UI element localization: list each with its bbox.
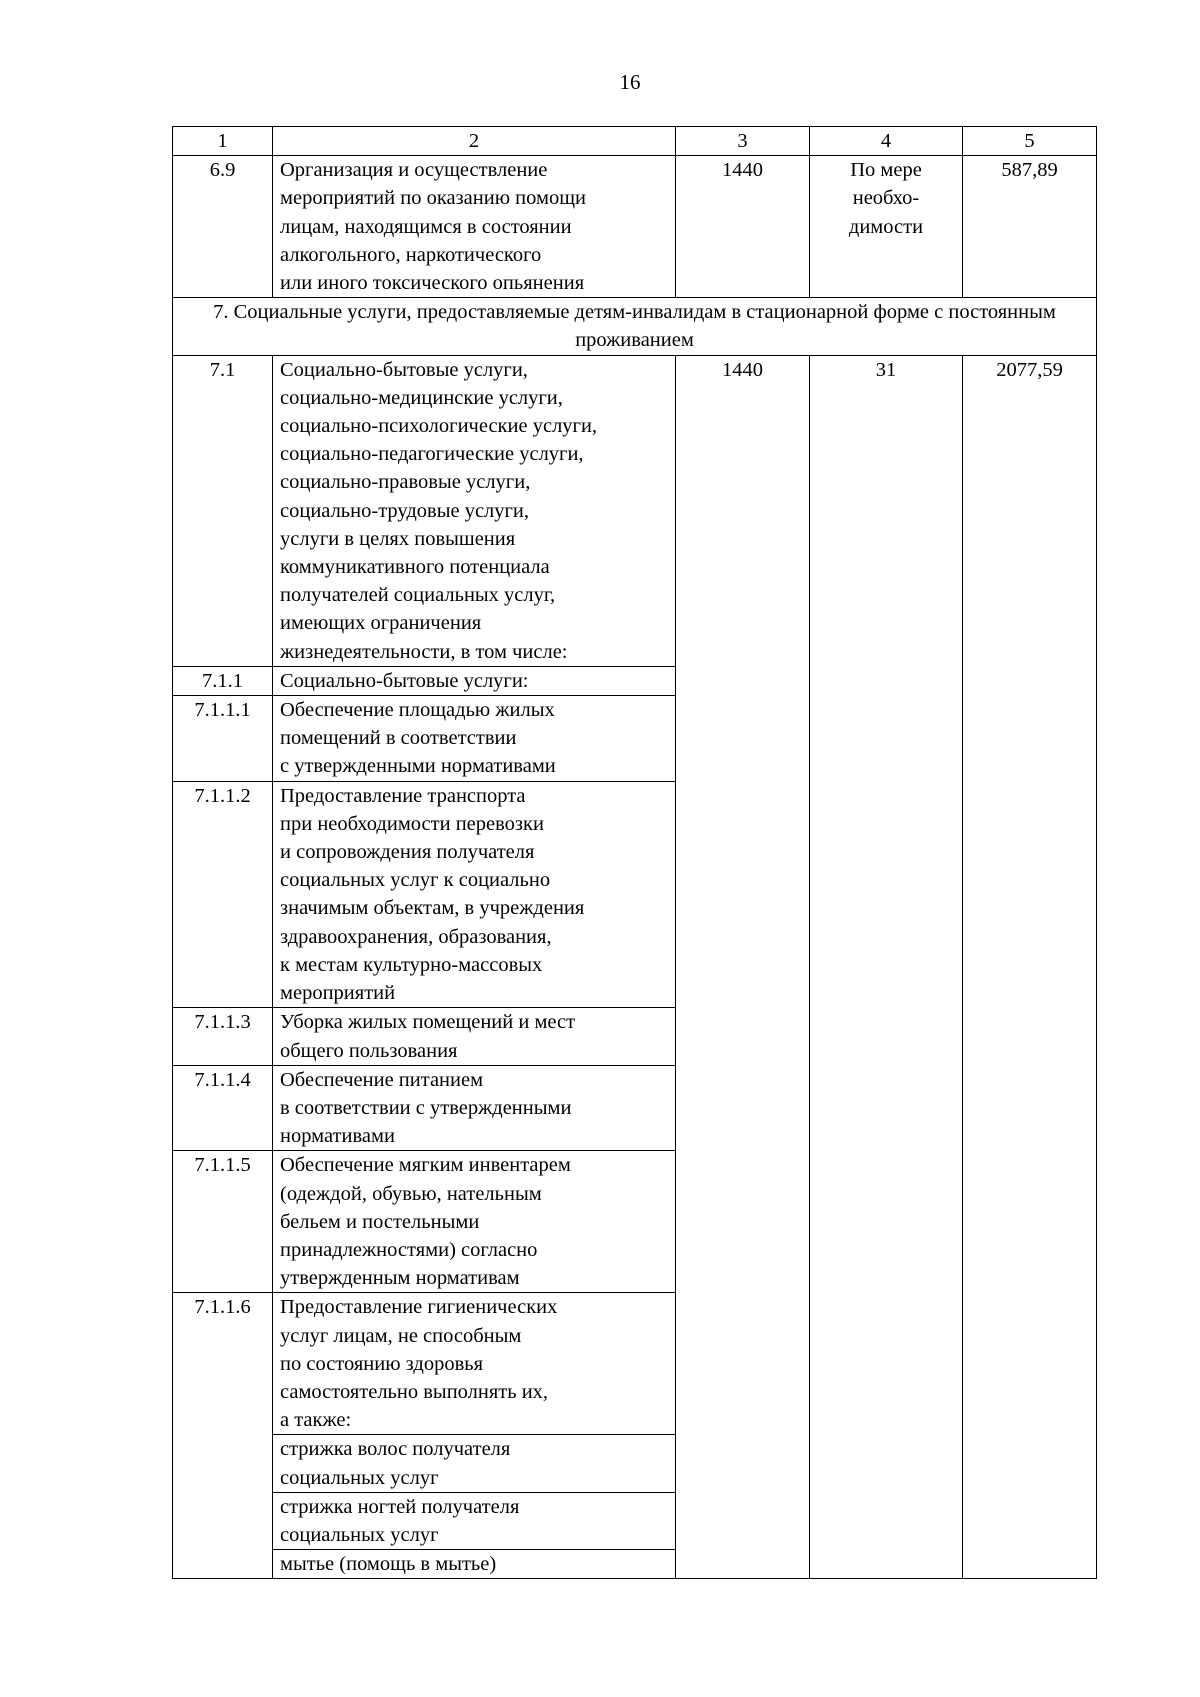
row-number: 7.1.1.6 — [173, 1293, 273, 1579]
row-number: 7.1 — [173, 355, 273, 666]
row-number: 7.1.1.4 — [173, 1065, 273, 1151]
duration-value: 1440 — [676, 355, 810, 1579]
row-number: 7.1.1.5 — [173, 1151, 273, 1293]
table-row — [173, 156, 1097, 298]
service-description: Уборка жилых помещений и мест общего пользования — [273, 1008, 676, 1065]
table-row — [173, 355, 1097, 666]
service-description: Предоставление гигиенических услуг лицам, не способным по состоянию здоровья самостоятельно выполнять их, а также: — [273, 1293, 676, 1435]
section-title: 7. Социальные услуги, предоставляемые детям-инвалидам в стационарной форме с постоянным проживанием — [173, 298, 1097, 355]
frequency-value: По мере необхо- димости — [810, 156, 963, 298]
frequency-value: 31 — [810, 355, 963, 1579]
row-number: 7.1.1.3 — [173, 1008, 273, 1065]
row-number: 7.1.1.2 — [173, 781, 273, 1008]
service-description: Организация и осуществление мероприятий по оказанию помощи лицам, находящимся в состоянии алкогольного, наркотического или иного токсического опьянения — [273, 156, 676, 298]
column-header: 4 — [810, 127, 963, 156]
column-header: 2 — [273, 127, 676, 156]
column-header: 5 — [963, 127, 1097, 156]
row-number: 7.1.1 — [173, 666, 273, 695]
service-description: Социально-бытовые услуги: — [273, 666, 676, 695]
service-description: стрижка волос получателя социальных услуг — [273, 1435, 676, 1492]
service-description: Предоставление транспорта при необходимости перевозки и сопровождения получателя социальных услуг к социально значимым объектам, в учреждения здравоохранения, образования, к местам культурно-массовых мероприятий — [273, 781, 676, 1008]
row-number: 7.1.1.1 — [173, 696, 273, 782]
tariff-table — [172, 126, 1097, 1579]
section-row — [173, 298, 1097, 355]
duration-value: 1440 — [676, 156, 810, 298]
service-description: Обеспечение мягким инвентарем (одеждой, обувью, нательным бельем и постельными принадлежностями) согласно утвержденным нормативам — [273, 1151, 676, 1293]
service-description: мытье (помощь в мытье) — [273, 1550, 676, 1579]
table-header-row — [173, 127, 1097, 156]
page-number: 16 — [619, 70, 641, 94]
service-description: Обеспечение площадью жилых помещений в соответствии с утвержденными нормативами — [273, 696, 676, 782]
tariff-value: 2077,59 — [963, 355, 1097, 1579]
service-description: Социально-бытовые услуги, социально-медицинские услуги, социально-психологические услуги, социально-педагогические услуги, социально-правовые услуги, социально-трудовые услуги, услуги в целях повышения коммуникативного потенциала получателей социальных услуг, имеющих ограничения жизнедеятельности, в том числе: — [273, 355, 676, 666]
service-description: стрижка ногтей получателя социальных услуг — [273, 1492, 676, 1549]
row-number: 6.9 — [173, 156, 273, 298]
column-header: 1 — [173, 127, 273, 156]
service-description: Обеспечение питанием в соответствии с утвержденными нормативами — [273, 1065, 676, 1151]
tariff-value: 587,89 — [963, 156, 1097, 298]
column-header: 3 — [676, 127, 810, 156]
